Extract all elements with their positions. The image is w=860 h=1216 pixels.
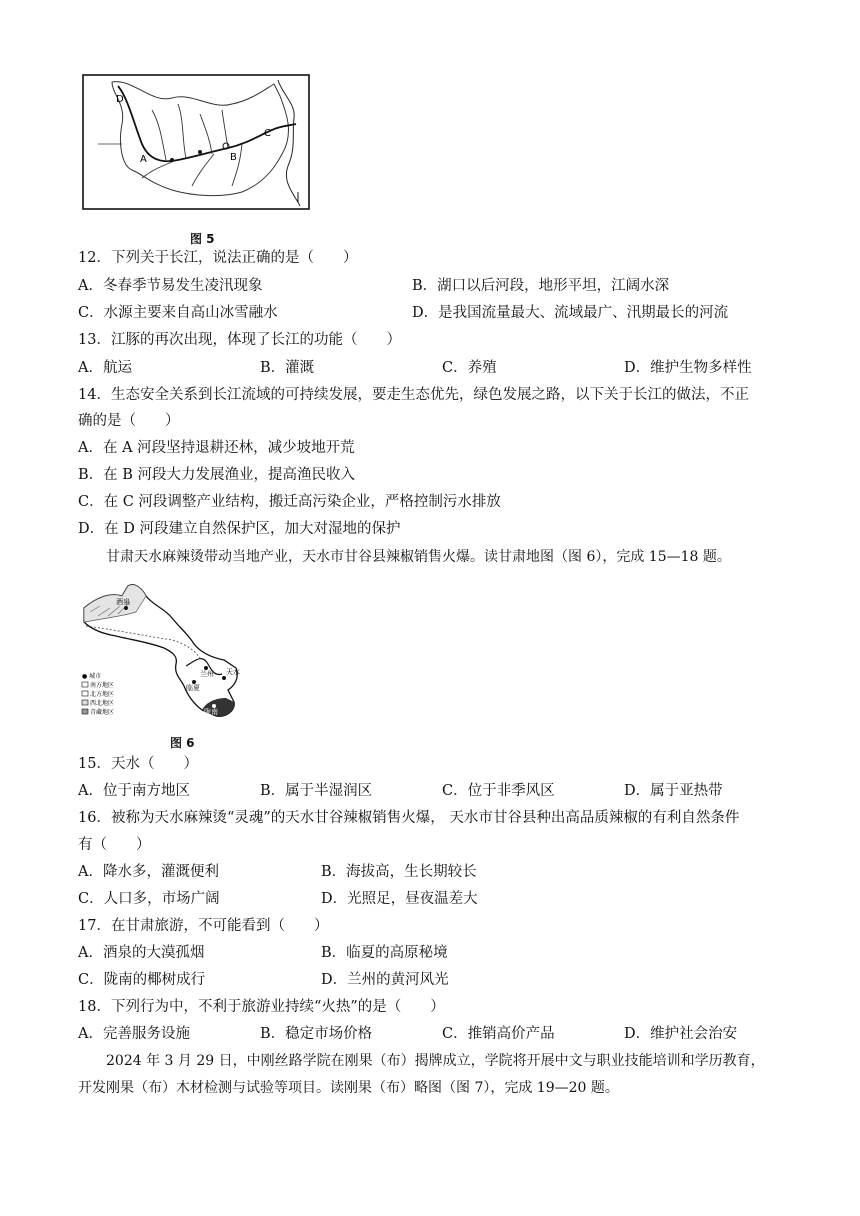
q15-option-c[interactable]: C．位于非季风区: [442, 783, 555, 799]
q18-option-d[interactable]: D．维护社会治安: [624, 1026, 738, 1042]
q12-stem: 12．下列关于长江，说法正确的是（ ）: [78, 250, 358, 266]
intro-19-20-line2: 开发刚果（布）木材检测与试验等项目。读刚果（布）略图（图 7），完成 19—20 题。: [78, 1080, 619, 1096]
q16-options-row2: [78, 889, 778, 909]
legend-north: 北方地区: [90, 691, 115, 698]
q16-option-d[interactable]: D．光照足，昼夜温差大: [321, 891, 478, 907]
q13-option-a[interactable]: A．航运: [78, 360, 132, 376]
q14-option-a[interactable]: A．在 A 河段坚持退耕还林，减少坡地开荒: [78, 440, 355, 456]
label-a: A: [140, 154, 147, 165]
city-tianshui: 天水: [226, 668, 240, 676]
q12-option-c[interactable]: C．水源主要来自高山冰雪融水: [78, 305, 278, 321]
q14-stem-line2: 确的是（ ）: [78, 413, 180, 429]
q15-options-row: [78, 781, 778, 801]
q16-option-b[interactable]: B．海拔高，生长期较长: [321, 864, 477, 880]
q15-option-a[interactable]: A．位于南方地区: [78, 783, 190, 799]
q15-option-b[interactable]: B．属于半湿润区: [260, 783, 373, 799]
intro-19-20-line1: 2024 年 3 月 29 日，中刚丝路学院在刚果（布）揭牌成立，学院将开展中文与职业技能培训和学历教育，: [106, 1053, 765, 1069]
q18-option-a[interactable]: A．完善服务设施: [78, 1026, 190, 1042]
figure-5-map: [82, 74, 310, 212]
city-linxia: 临夏: [186, 684, 200, 692]
q12-option-d[interactable]: D．是我国流量最大、流域最广、汛期最长的河流: [412, 305, 729, 321]
q18-option-b[interactable]: B．稳定市场价格: [260, 1026, 373, 1042]
label-b: B: [230, 152, 237, 163]
q16-option-c[interactable]: C．人口多，市场广阔: [78, 891, 220, 907]
figure-6-map: [76, 578, 248, 726]
figure-6-caption: 图 6: [170, 736, 195, 750]
label-c: C: [264, 128, 271, 139]
q15-stem: 15．天水（ ）: [78, 756, 198, 772]
q17-option-c[interactable]: C．陇南的椰树成行: [78, 972, 206, 988]
q12-options-row1: [78, 276, 778, 296]
q16-stem-line2: 有（ ）: [78, 837, 151, 853]
figure-5-caption: 图 5: [190, 232, 215, 246]
q17-options-row1: [78, 943, 778, 963]
q18-option-c[interactable]: C．推销高价产品: [442, 1026, 555, 1042]
city-longnan: 陇南: [204, 708, 218, 716]
q12-option-b[interactable]: B．湖口以后河段，地形平坦，江阔水深: [412, 278, 670, 294]
q14-stem-line1: 14．生态安全关系到长江流域的可持续发展，要走生态优先，绿色发展之路，以下关于长江的做法，不正: [78, 387, 749, 403]
label-d: D: [116, 94, 124, 105]
city-jiuquan: 酒泉: [116, 598, 130, 606]
q14-option-d[interactable]: D．在 D 河段建立自然保护区，加大对湿地的保护: [78, 521, 401, 537]
q17-options-row2: [78, 970, 778, 990]
q17-option-d[interactable]: D．兰州的黄河风光: [321, 972, 449, 988]
q18-options-row: [78, 1024, 778, 1044]
q13-options-row: [78, 358, 778, 378]
legend-south: 南方地区: [90, 682, 115, 689]
legend-qingzang: 青藏地区: [90, 709, 115, 716]
q17-option-b[interactable]: B．临夏的高原秘境: [321, 945, 448, 961]
q12-options-row2: [78, 303, 778, 323]
q13-option-d[interactable]: D．维护生物多样性: [624, 360, 752, 376]
q13-option-b[interactable]: B．灌溉: [260, 360, 315, 376]
q16-options-row1: [78, 862, 778, 882]
legend-title: ● 城市: [82, 673, 102, 680]
q16-option-a[interactable]: A．降水多，灌溉便利: [78, 864, 219, 880]
q15-option-d[interactable]: D．属于亚热带: [624, 783, 723, 799]
city-lanzhou: 兰州: [200, 670, 214, 678]
q18-stem: 18．下列行为中，不利于旅游业持续“火热”的是（ ）: [78, 999, 445, 1015]
q17-stem: 17．在甘肃旅游，不可能看到（ ）: [78, 918, 329, 934]
q13-stem: 13．江豚的再次出现，体现了长江的功能（ ）: [78, 332, 401, 348]
legend-northwest: 西北地区: [90, 700, 115, 707]
q13-option-c[interactable]: C．养殖: [442, 360, 497, 376]
q16-stem-line1: 16．被称为天水麻辣烫“灵魂”的天水甘谷辣椒销售火爆， 天水市甘谷县种出高品质辣椒的有利自然条件: [78, 810, 740, 826]
q14-option-c[interactable]: C．在 C 河段调整产业结构，搬迁高污染企业，严格控制污水排放: [78, 494, 501, 510]
q12-option-a[interactable]: A．冬春季节易发生凌汛现象: [78, 278, 263, 294]
q17-option-a[interactable]: A．酒泉的大漠孤烟: [78, 945, 205, 961]
intro-15-18: 甘肃天水麻辣烫带动当地产业，天水市甘谷县辣椒销售火爆。读甘肃地图（图 6），完成 15—18 题。: [106, 549, 731, 565]
q14-option-b[interactable]: B．在 B 河段大力发展渔业，提高渔民收入: [78, 467, 356, 483]
